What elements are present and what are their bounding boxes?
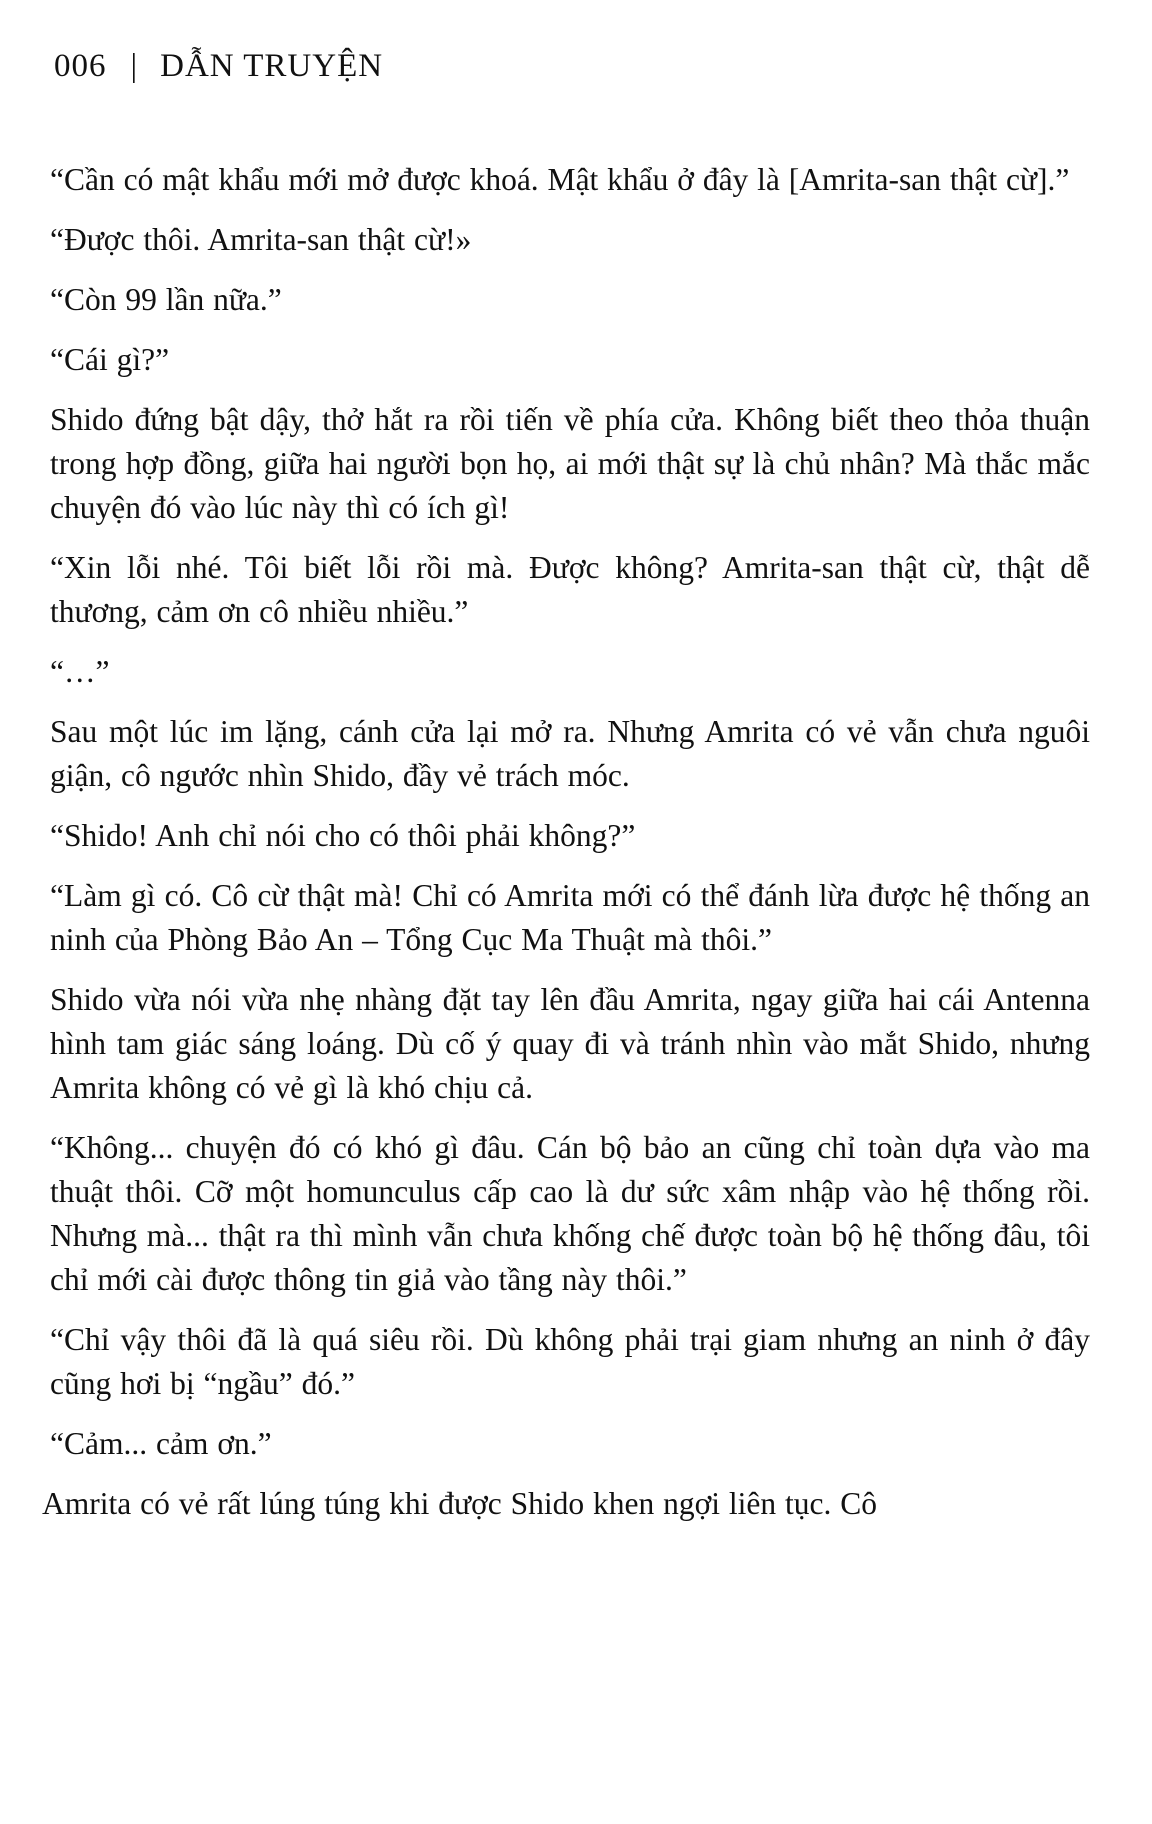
paragraph: “Cái gì?” xyxy=(50,342,170,377)
page-number: 006 xyxy=(54,48,107,84)
chapter-title: DẪN TRUYỆN xyxy=(160,48,384,84)
paragraph: Amrita có vẻ rất lúng túng khi được Shido khen ngợi liên tục. Cô xyxy=(42,1486,878,1521)
header-separator: | xyxy=(130,48,139,84)
paragraph: “Cảm... cảm ơn.” xyxy=(50,1426,272,1461)
paragraph: Sau một lúc im lặng, cánh cửa lại mở ra. Nhưng Amrita có vẻ vẫn chưa nguôi giận, cô ngước nhìn Shido, đầy vẻ trách móc. xyxy=(50,714,1090,793)
paragraph: “Cần có mật khẩu mới mở được khoá. Mật khẩu ở đây là [Amrita-san thật cừ].” xyxy=(50,162,1070,197)
running-head xyxy=(54,48,383,85)
body-text xyxy=(42,158,1090,1542)
paragraph: “Không... chuyện đó có khó gì đâu. Cán bộ bảo an cũng chỉ toàn dựa vào ma thuật thôi. Cỡ một homunculus cấp cao là dư sức xâm nhập vào hệ thống rồi. Nhưng mà... thật ra thì mình vẫn chưa khống chế được toàn bộ hệ thống đâu, tôi chỉ mới cài được thông tin giả vào tầng này thôi.” xyxy=(50,1130,1090,1297)
paragraph: “Được thôi. Amrita-san thật cừ!» xyxy=(50,222,472,257)
paragraph: “…” xyxy=(50,654,110,689)
paragraph: Shido vừa nói vừa nhẹ nhàng đặt tay lên đầu Amrita, ngay giữa hai cái Antenna hình tam giác sáng loáng. Dù cố ý quay đi và tránh nhìn vào mắt Shido, nhưng Amrita không có vẻ gì là khó chịu cả. xyxy=(50,982,1090,1105)
paragraph: “Shido! Anh chỉ nói cho có thôi phải không?” xyxy=(50,818,636,853)
paragraph: Shido đứng bật dậy, thở hắt ra rồi tiến về phía cửa. Không biết theo thỏa thuận trong hợp đồng, giữa hai người bọn họ, ai mới thật sự là chủ nhân? Mà thắc mắc chuyện đó vào lúc này thì có ích gì! xyxy=(50,402,1090,525)
paragraph: “Còn 99 lần nữa.” xyxy=(50,282,282,317)
paragraph: “Xin lỗi nhé. Tôi biết lỗi rồi mà. Được không? Amrita-san thật cừ, thật dễ thương, cảm ơn cô nhiều nhiều.” xyxy=(50,550,1090,629)
paragraph: “Chỉ vậy thôi đã là quá siêu rồi. Dù không phải trại giam nhưng an ninh ở đây cũng hơi bị “ngầu” đó.” xyxy=(50,1322,1090,1401)
paragraph: “Làm gì có. Cô cừ thật mà! Chỉ có Amrita mới có thể đánh lừa được hệ thống an ninh của Phòng Bảo An – Tổng Cục Ma Thuật mà thôi.” xyxy=(50,878,1090,957)
